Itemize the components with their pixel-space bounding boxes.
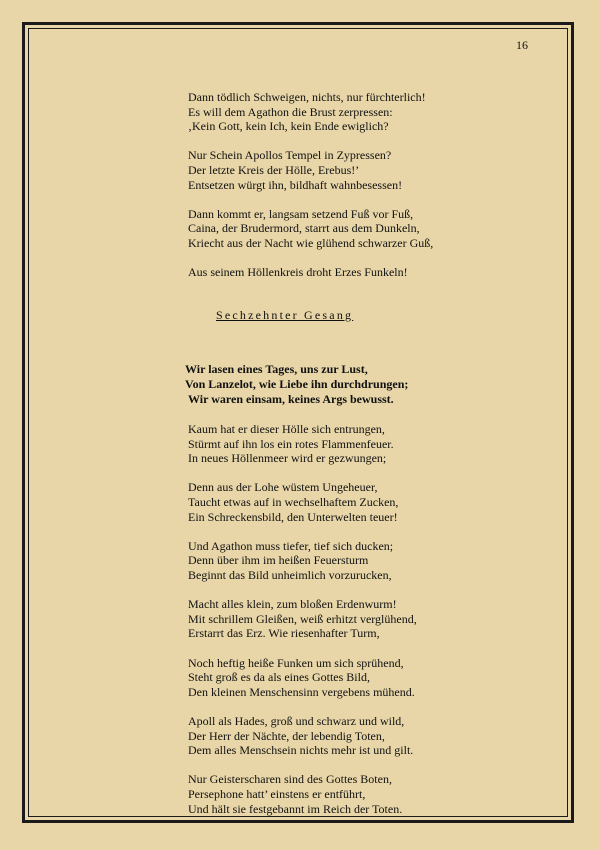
- verse-line: Der Herr der Nächte, der lebendig Toten,: [188, 728, 385, 743]
- verse-line: Denn aus der Lohe wüstem Ungeheuer,: [188, 480, 378, 495]
- stanza: [188, 597, 518, 641]
- verse-line: Apoll als Hades, groß und schwarz und wild,: [188, 713, 405, 728]
- stanza: [188, 714, 518, 758]
- verse-line: Kaum hat er dieser Hölle sich entrungen,: [188, 422, 385, 437]
- verse-line: Nur Schein Apollos Tempel in Zypressen?: [188, 148, 392, 163]
- stanza: [188, 772, 518, 816]
- stanza: [188, 207, 518, 251]
- stanza: [188, 90, 518, 134]
- stanza: [188, 148, 518, 192]
- verse-line: Aus seinem Höllenkreis droht Erzes Funkeln!: [188, 265, 408, 280]
- epigraph-line: Wir waren einsam, keines Args bewusst.: [188, 391, 394, 406]
- verse-line: Denn über ihm im heißen Feuersturm: [188, 553, 369, 568]
- poem-body: [185, 90, 518, 831]
- stanza: [188, 422, 518, 466]
- verse-line: Noch heftig heiße Funken um sich sprühend,: [188, 655, 404, 670]
- verse-line: Den kleinen Menschensinn vergebens mühend.: [188, 684, 415, 699]
- verse-line: Dem alles Menschsein nichts mehr ist und gilt.: [188, 743, 414, 758]
- verse-line: Mit schrillem Gleißen, weiß erhitzt verglühend,: [188, 611, 417, 626]
- verse-line: Stürmt auf ihn los ein rotes Flammenfeuer.: [188, 436, 394, 451]
- verse-line: Caina, der Brudermord, starrt aus dem Dunkeln,: [188, 221, 420, 236]
- page-number: 16: [516, 38, 528, 52]
- verse-line: Nur Geisterscharen sind des Gottes Boten,: [188, 772, 392, 787]
- stanza: [188, 539, 518, 583]
- verse-line: Beginnt das Bild unheimlich vorzurucken,: [188, 568, 392, 583]
- verse-line: Macht alles klein, zum bloßen Erdenwurm!: [188, 597, 397, 612]
- verse-line: Steht groß es da als eines Gottes Bild,: [188, 670, 370, 685]
- stanza: [188, 265, 518, 280]
- verse-line: In neues Höllenmeer wird er gezwungen;: [188, 451, 387, 466]
- canto-heading: Sechzehnter Gesang: [216, 307, 354, 322]
- verse-line: Persephone hatt’ einstens er entführt,: [188, 786, 366, 801]
- verse-line: Und hält sie festgebannt im Reich der Toten.: [188, 801, 403, 816]
- verse-line: Taucht etwas auf in wechselhaftem Zucken,: [188, 495, 399, 510]
- verse-line: Es will dem Agathon die Brust zerpressen:: [188, 104, 393, 119]
- epigraph: [185, 362, 518, 406]
- verse-line: Kriecht aus der Nacht wie glühend schwarzer Guß,: [188, 235, 434, 250]
- verse-line: Entsetzen würgt ihn, bildhaft wahnbesessen!: [188, 177, 403, 192]
- verse-line: Erstarrt das Erz. Wie riesenhafter Turm,: [188, 626, 380, 641]
- verse-line: Und Agathon muss tiefer, tief sich ducken;: [188, 538, 394, 553]
- verse-line: ‚Kein Gott, kein Ich, kein Ende ewiglich?: [188, 119, 389, 134]
- stanza: [188, 480, 518, 524]
- verse-line: Ein Schreckensbild, den Unterwelten teuer!: [188, 509, 398, 524]
- stanza: [188, 656, 518, 700]
- epigraph-line: Wir lasen eines Tages, uns zur Lust,: [185, 362, 368, 377]
- verse-line: Der letzte Kreis der Hölle, Erebus!’: [188, 162, 360, 177]
- verse-line: Dann kommt er, langsam setzend Fuß vor Fuß,: [188, 206, 414, 221]
- epigraph-line: Von Lanzelot, wie Liebe ihn durchdrungen;: [185, 376, 409, 391]
- verse-line: Dann tödlich Schweigen, nichts, nur fürchterlich!: [188, 90, 426, 104]
